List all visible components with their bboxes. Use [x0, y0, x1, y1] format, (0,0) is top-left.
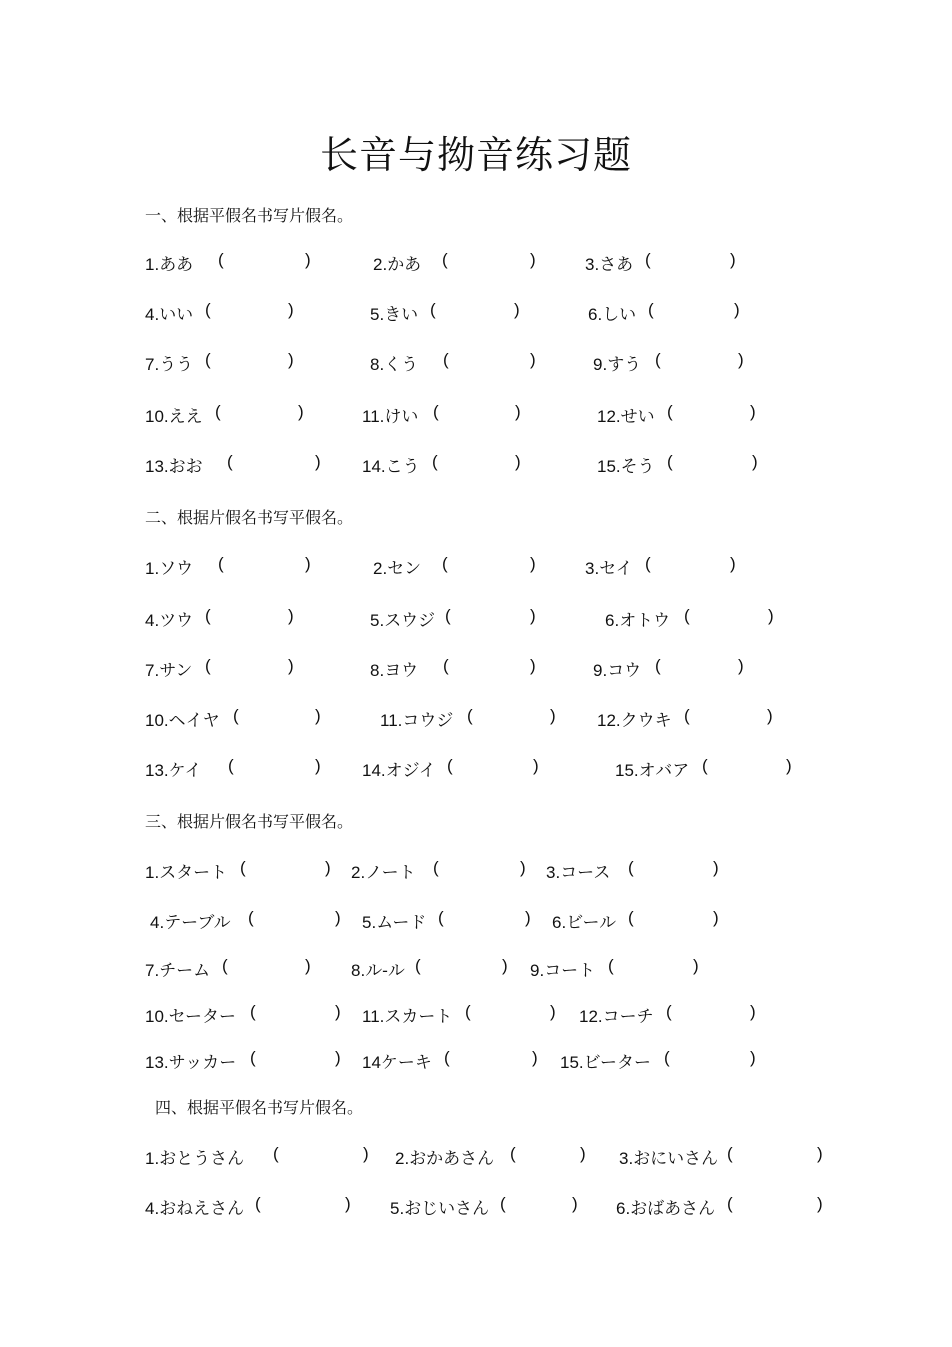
answer-open-paren: ( — [500, 1194, 506, 1213]
item-kana: さあ — [599, 255, 634, 275]
item-number: 13. — [145, 457, 169, 476]
exercise-item — [370, 656, 418, 681]
answer-open-paren: ( — [645, 250, 651, 269]
answer-close-paren: ) — [325, 858, 331, 877]
exercise-item — [145, 250, 193, 275]
answer-open-paren: ( — [628, 908, 634, 927]
exercise-item — [370, 300, 418, 325]
answer-open-paren: ( — [442, 554, 448, 573]
item-kana: テーブル — [164, 913, 231, 933]
item-number: 6. — [588, 305, 603, 324]
section-heading: 四、根据平假名书写片假名。 — [155, 1098, 364, 1117]
answer-close-paren: ) — [550, 706, 556, 725]
answer-close-paren: ) — [515, 402, 521, 421]
item-number: 10. — [145, 1007, 169, 1026]
answer-open-paren: ( — [648, 300, 654, 319]
answer-close-paren: ) — [305, 554, 311, 573]
answer-open-paren: ( — [430, 300, 436, 319]
item-kana: チーム — [159, 961, 211, 981]
exercise-item — [362, 908, 426, 933]
item-kana: セーター — [168, 1007, 236, 1027]
item-number: 5. — [390, 1199, 405, 1218]
exercise-item — [145, 1048, 236, 1073]
answer-open-paren: ( — [465, 1002, 471, 1021]
answer-close-paren: ) — [515, 452, 521, 471]
exercise-item — [597, 452, 655, 477]
exercise-item — [395, 1144, 494, 1169]
item-kana: ヘイヤ — [168, 711, 220, 731]
item-kana: すう — [607, 355, 642, 375]
answer-close-paren: ) — [305, 956, 311, 975]
answer-close-paren: ) — [530, 250, 536, 269]
answer-open-paren: ( — [727, 1194, 733, 1213]
item-kana: おお — [168, 457, 203, 477]
answer-open-paren: ( — [205, 350, 211, 369]
exercise-item — [145, 402, 203, 427]
exercise-item — [362, 452, 420, 477]
item-kana: スウジ — [384, 611, 436, 631]
item-kana: おとうさん — [159, 1149, 245, 1169]
answer-open-paren: ( — [205, 656, 211, 675]
item-kana: おねえさん — [159, 1199, 245, 1219]
exercise-item — [373, 250, 421, 275]
item-number: 14. — [362, 761, 386, 780]
item-number: 14 — [362, 1053, 381, 1072]
answer-close-paren: ) — [288, 350, 294, 369]
item-kana: スカート — [384, 1007, 453, 1027]
item-number: 6. — [616, 1199, 631, 1218]
answer-open-paren: ( — [443, 350, 449, 369]
answer-open-paren: ( — [445, 606, 451, 625]
answer-close-paren: ) — [817, 1194, 823, 1213]
answer-open-paren: ( — [240, 858, 246, 877]
exercise-item — [145, 300, 193, 325]
answer-close-paren: ) — [550, 1002, 556, 1021]
answer-close-paren: ) — [738, 656, 744, 675]
item-kana: ビーター — [583, 1053, 651, 1073]
answer-close-paren: ) — [738, 350, 744, 369]
answer-close-paren: ) — [502, 956, 508, 975]
item-number: 4. — [145, 1199, 160, 1218]
answer-open-paren: ( — [684, 606, 690, 625]
item-kana: かあ — [387, 255, 422, 275]
item-kana: セン — [387, 559, 422, 579]
answer-open-paren: ( — [250, 1048, 256, 1067]
answer-open-paren: ( — [666, 1002, 672, 1021]
exercise-item — [588, 300, 636, 325]
item-number: 8. — [370, 661, 385, 680]
answer-close-paren: ) — [335, 908, 341, 927]
item-kana: きい — [384, 305, 419, 325]
answer-open-paren: ( — [443, 656, 449, 675]
item-number: 1. — [145, 255, 160, 274]
item-number: 9. — [530, 961, 545, 980]
exercise-item — [145, 858, 227, 883]
exercise-item — [145, 554, 193, 579]
answer-close-paren: ) — [750, 402, 756, 421]
item-kana: コーチ — [602, 1007, 654, 1027]
item-kana: オバア — [638, 761, 690, 781]
answer-close-paren: ) — [693, 956, 699, 975]
item-kana: ビール — [566, 913, 617, 933]
item-kana: ソウ — [159, 559, 194, 579]
answer-close-paren: ) — [520, 858, 526, 877]
answer-open-paren: ( — [433, 858, 439, 877]
answer-open-paren: ( — [250, 1002, 256, 1021]
item-number: 7. — [145, 661, 160, 680]
exercise-item — [362, 756, 436, 781]
answer-close-paren: ) — [288, 656, 294, 675]
item-number: 7. — [145, 355, 160, 374]
item-kana: せい — [620, 407, 655, 427]
answer-open-paren: ( — [628, 858, 634, 877]
exercise-item — [370, 606, 435, 631]
exercise-item — [145, 706, 220, 731]
answer-close-paren: ) — [525, 908, 531, 927]
answer-open-paren: ( — [444, 1048, 450, 1067]
exercise-item — [380, 706, 453, 731]
exercise-item — [552, 908, 616, 933]
answer-open-paren: ( — [415, 956, 421, 975]
answer-close-paren: ) — [734, 300, 740, 319]
answer-open-paren: ( — [218, 554, 224, 573]
answer-open-paren: ( — [205, 606, 211, 625]
item-number: 6. — [605, 611, 620, 630]
item-kana: おばあさん — [630, 1199, 716, 1219]
exercise-item — [370, 350, 418, 375]
answer-close-paren: ) — [315, 756, 321, 775]
answer-open-paren: ( — [233, 706, 239, 725]
answer-close-paren: ) — [750, 1002, 756, 1021]
item-number: 12. — [597, 711, 621, 730]
item-kana: おかあさん — [409, 1149, 495, 1169]
answer-close-paren: ) — [533, 756, 539, 775]
exercise-item — [145, 1144, 244, 1169]
exercise-item — [150, 908, 231, 933]
exercise-item — [585, 250, 633, 275]
answer-open-paren: ( — [273, 1144, 279, 1163]
answer-close-paren: ) — [730, 554, 736, 573]
item-number: 4. — [145, 305, 160, 324]
item-number: 4. — [145, 611, 160, 630]
item-number: 11. — [380, 711, 403, 730]
answer-open-paren: ( — [218, 250, 224, 269]
answer-open-paren: ( — [222, 956, 228, 975]
answer-close-paren: ) — [530, 656, 536, 675]
item-number: 7. — [145, 961, 160, 980]
item-number: 5. — [370, 305, 385, 324]
answer-open-paren: ( — [664, 1048, 670, 1067]
item-number: 8. — [351, 961, 366, 980]
answer-close-paren: ) — [305, 250, 311, 269]
answer-close-paren: ) — [768, 606, 774, 625]
exercise-item — [145, 606, 193, 631]
item-kana: オトウ — [619, 611, 671, 631]
item-kana: ムード — [376, 913, 427, 933]
item-number: 1. — [145, 1149, 160, 1168]
item-kana: セイ — [599, 559, 633, 579]
item-number: 3. — [619, 1149, 634, 1168]
exercise-item — [605, 606, 670, 631]
answer-close-paren: ) — [530, 606, 536, 625]
exercise-item — [546, 858, 610, 883]
answer-close-paren: ) — [315, 452, 321, 471]
answer-open-paren: ( — [442, 250, 448, 269]
item-kana: ル-ル — [365, 961, 405, 981]
answer-open-paren: ( — [655, 350, 661, 369]
item-number: 2. — [351, 863, 366, 882]
answer-close-paren: ) — [315, 706, 321, 725]
exercise-item — [351, 956, 405, 981]
exercise-item — [530, 956, 595, 981]
item-number: 11. — [362, 407, 385, 426]
exercise-item — [145, 1194, 244, 1219]
answer-close-paren: ) — [335, 1002, 341, 1021]
answer-open-paren: ( — [433, 402, 439, 421]
exercise-item — [145, 656, 192, 681]
exercise-item — [362, 402, 418, 427]
answer-close-paren: ) — [363, 1144, 369, 1163]
item-kana: ヨウ — [384, 661, 419, 681]
item-number: 11. — [362, 1007, 385, 1026]
item-number: 2. — [395, 1149, 410, 1168]
item-kana: ノート — [365, 863, 416, 883]
answer-close-paren: ) — [532, 1048, 538, 1067]
answer-open-paren: ( — [727, 1144, 733, 1163]
item-kana: ああ — [159, 255, 194, 275]
answer-open-paren: ( — [667, 452, 673, 471]
item-number: 1. — [145, 863, 160, 882]
item-number: 10. — [145, 711, 169, 730]
answer-close-paren: ) — [752, 452, 758, 471]
item-kana: ケイ — [168, 761, 202, 781]
exercise-item — [579, 1002, 654, 1027]
answer-close-paren: ) — [530, 350, 536, 369]
answer-open-paren: ( — [255, 1194, 261, 1213]
answer-open-paren: ( — [655, 656, 661, 675]
exercise-item — [597, 402, 655, 427]
answer-close-paren: ) — [580, 1144, 586, 1163]
item-number: 3. — [546, 863, 561, 882]
item-kana: いい — [159, 305, 194, 325]
answer-open-paren: ( — [510, 1144, 516, 1163]
item-number: 14. — [362, 457, 386, 476]
answer-open-paren: ( — [248, 908, 254, 927]
exercise-item — [362, 1048, 432, 1073]
exercise-item — [145, 1002, 236, 1027]
item-kana: おじいさん — [404, 1199, 490, 1219]
answer-open-paren: ( — [227, 452, 233, 471]
answer-close-paren: ) — [817, 1144, 823, 1163]
item-number: 5. — [370, 611, 385, 630]
exercise-item — [145, 956, 210, 981]
exercise-item — [390, 1194, 489, 1219]
item-number: 12. — [597, 407, 621, 426]
item-number: 3. — [585, 255, 600, 274]
answer-open-paren: ( — [228, 756, 234, 775]
exercise-item — [362, 1002, 452, 1027]
item-kana: そう — [620, 457, 655, 477]
item-kana: こう — [385, 457, 420, 477]
answer-close-paren: ) — [530, 554, 536, 573]
answer-open-paren: ( — [684, 706, 690, 725]
section-heading: 三、根据片假名书写平假名。 — [145, 812, 354, 831]
item-kana: クウキ — [620, 711, 672, 731]
answer-close-paren: ) — [713, 858, 719, 877]
item-number: 9. — [593, 355, 608, 374]
answer-close-paren: ) — [335, 1048, 341, 1067]
item-kana: けい — [384, 407, 419, 427]
exercise-item — [619, 1144, 718, 1169]
item-number: 5. — [362, 913, 377, 932]
item-kana: うう — [159, 355, 194, 375]
exercise-item — [597, 706, 672, 731]
exercise-item — [593, 656, 641, 681]
answer-close-paren: ) — [713, 908, 719, 927]
answer-close-paren: ) — [345, 1194, 351, 1213]
item-number: 13. — [145, 1053, 169, 1072]
page-title: 长音与拗音练习题 — [319, 133, 632, 177]
answer-open-paren: ( — [215, 402, 221, 421]
answer-open-paren: ( — [608, 956, 614, 975]
answer-close-paren: ) — [288, 300, 294, 319]
item-kana: スタート — [159, 863, 228, 883]
exercise-item — [373, 554, 421, 579]
item-number: 6. — [552, 913, 567, 932]
exercise-item — [351, 858, 416, 883]
exercise-item — [585, 554, 633, 579]
answer-close-paren: ) — [572, 1194, 578, 1213]
item-number: 15. — [615, 761, 639, 780]
item-kana: コウ — [607, 661, 642, 681]
item-kana: ケーキ — [380, 1053, 432, 1073]
item-number: 1. — [145, 559, 160, 578]
answer-close-paren: ) — [298, 402, 304, 421]
exercise-item — [560, 1048, 651, 1073]
exercise-item — [615, 756, 689, 781]
section-heading: 二、根据片假名书写平假名。 — [145, 508, 354, 527]
item-number: 15. — [560, 1053, 584, 1072]
answer-close-paren: ) — [288, 606, 294, 625]
answer-close-paren: ) — [767, 706, 773, 725]
item-kana: サッカー — [168, 1053, 237, 1073]
answer-open-paren: ( — [205, 300, 211, 319]
answer-open-paren: ( — [447, 756, 453, 775]
item-number: 2. — [373, 559, 388, 578]
item-number: 12. — [579, 1007, 603, 1026]
section-heading: 一、根据平假名书写片假名。 — [145, 206, 354, 225]
item-kana: コース — [560, 863, 611, 883]
item-kana: ええ — [168, 407, 203, 427]
answer-open-paren: ( — [467, 706, 473, 725]
answer-close-paren: ) — [514, 300, 520, 319]
answer-open-paren: ( — [645, 554, 651, 573]
exercise-item — [145, 350, 193, 375]
item-kana: コウジ — [402, 711, 454, 731]
exercise-item — [145, 756, 201, 781]
item-kana: ツウ — [159, 611, 194, 631]
item-number: 2. — [373, 255, 388, 274]
exercise-item — [616, 1194, 715, 1219]
item-kana: サン — [159, 661, 193, 681]
item-number: 3. — [585, 559, 600, 578]
item-kana: しい — [602, 305, 637, 325]
item-number: 4. — [150, 913, 165, 932]
item-number: 13. — [145, 761, 169, 780]
answer-close-paren: ) — [786, 756, 792, 775]
answer-open-paren: ( — [702, 756, 708, 775]
item-number: 15. — [597, 457, 621, 476]
item-number: 10. — [145, 407, 169, 426]
answer-close-paren: ) — [750, 1048, 756, 1067]
item-kana: オジイ — [385, 761, 436, 781]
exercise-item — [145, 452, 203, 477]
answer-open-paren: ( — [438, 908, 444, 927]
answer-close-paren: ) — [730, 250, 736, 269]
item-kana: おにいさん — [633, 1149, 719, 1169]
item-number: 9. — [593, 661, 608, 680]
exercise-item — [593, 350, 641, 375]
item-kana: コート — [544, 961, 596, 981]
answer-open-paren: ( — [432, 452, 438, 471]
answer-open-paren: ( — [667, 402, 673, 421]
item-number: 8. — [370, 355, 385, 374]
item-kana: くう — [384, 355, 419, 375]
